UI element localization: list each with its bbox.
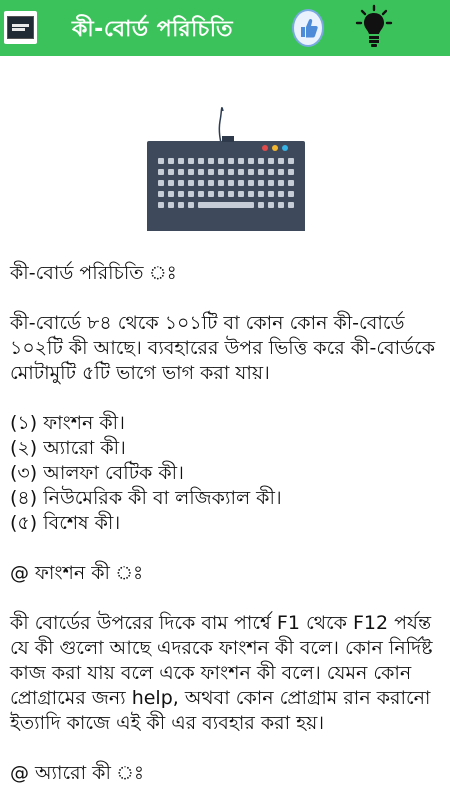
list-item: (৫) বিশেষ কী। [10, 512, 121, 534]
function-key-paragraph: কী বোর্ডের উপরের দিকে বাম পার্শ্বে F1 থেকে F12 পর্যন্ত যে কী গুলো আছে এদরকে ফাংশন কী বলে। কোন নির্দিষ্ট কাজ করা যায় বলে একে ফাংশন কী বলে। যেমন কোন প্রোগ্রামের জন্য help, অথবা কোন প্রোগ্রাম রান করানো ইত্যাদি কাজে এই কী এর ব্যবহার করা হয়। [10, 612, 433, 734]
article-content[interactable] [0, 56, 450, 800]
article-text [10, 261, 442, 786]
logo-badge [7, 16, 34, 39]
thumbs-up-icon[interactable] [292, 9, 324, 47]
list-item: (১) ফাংশন কী। [10, 412, 125, 434]
app-logo-icon[interactable] [4, 11, 37, 44]
keyboard-body [145, 121, 307, 241]
list-item: (৩) আলফা বেটিক কী। [10, 462, 184, 484]
app-bar [0, 0, 450, 56]
function-key-heading: @ ফাংশন কী ঃ [10, 562, 144, 584]
arrow-key-heading: @ অ্যারো কী ঃ [10, 762, 145, 784]
app-title: কী-বোর্ড পরিচিতি [72, 17, 234, 42]
section-heading: কী-বোর্ড পরিচিতি ঃ [10, 262, 177, 284]
list-item: (২) অ্যারো কী। [10, 437, 126, 459]
list-item: (৪) নিউমেরিক কী বা লজিক্যাল কী। [10, 487, 282, 509]
intro-paragraph: কী-বোর্ডে ৮৪ থেকে ১০১টি বা কোন কোন কী-বোর্ডে ১০২টি কী আছে। ব্যবহারের উপর ভিত্তি করে কী-বোর্ডকে মোটামুটি ৫টি ভাগে ভাগ করা যায়। [10, 312, 436, 384]
lightbulb-icon[interactable] [354, 4, 394, 52]
